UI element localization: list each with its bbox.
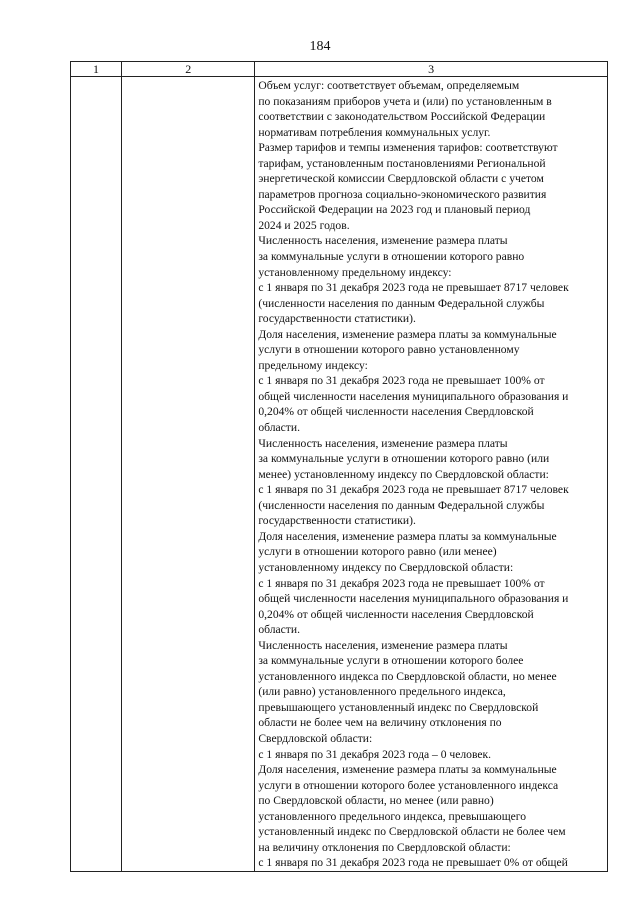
text-line: энергетической комиссии Свердловской области с учетом (258, 172, 544, 186)
text-line: менее) установленному индексу по Свердловской области: (258, 467, 549, 481)
text-line: параметров прогноза социально-экономического развития (258, 187, 547, 201)
text-line: соответствии с законодательством Российской Федерации (258, 110, 546, 124)
text-line: установленному предельному индексу: (258, 265, 452, 279)
text-line: по показаниям приборов учета и (или) по установленным в (258, 94, 552, 108)
text-line: услуги в отношении которого равно установленному (258, 343, 520, 357)
text-line: на величину отклонения по Свердловской области: (258, 840, 511, 854)
text-line: Объем услуг: соответствует объемам, определяемым (258, 79, 520, 92)
text-line: общей численности населения муниципального образования и (258, 592, 569, 606)
text-line: государственности статистики). (258, 514, 416, 528)
text-line: за коммунальные услуги в отношении которого равно (258, 250, 525, 264)
text-line: Свердловской области: (258, 731, 373, 745)
header-col-3: 3 (255, 62, 608, 77)
text-line: Доля населения, изменение размера платы за коммунальные (258, 763, 557, 777)
text-line: с 1 января по 31 декабря 2023 года не превышает 100% от (258, 576, 545, 590)
document-table (70, 61, 608, 872)
text-line: установленного индекса по Свердловской области, но менее (258, 669, 557, 683)
text-line: с 1 января по 31 декабря 2023 года не превышает 100% от (258, 374, 545, 388)
text-line: Численность населения, изменение размера платы (258, 436, 508, 450)
text-line: установленного предельного индекса, превышающего (258, 809, 527, 823)
text-line: с 1 января по 31 декабря 2023 года не превышает 8717 человек (258, 281, 569, 295)
text-line: за коммунальные услуги в отношении которого равно (или (258, 452, 550, 466)
text-line: с 1 января по 31 декабря 2023 года – 0 человек. (258, 747, 492, 761)
text-line: Численность населения, изменение размера платы (258, 638, 508, 652)
text-line: Доля населения, изменение размера платы за коммунальные (258, 529, 557, 543)
text-line: услуги в отношении которого равно (или менее) (258, 545, 497, 559)
text-line: превышающего установленный индекс по Свердловской (258, 700, 539, 714)
text-line: Численность населения, изменение размера платы (258, 234, 508, 248)
text-line: за коммунальные услуги в отношении которого более (258, 654, 524, 668)
table-row (71, 77, 608, 872)
header-col-1: 1 (71, 62, 122, 77)
text-line: с 1 января по 31 декабря 2023 года не превышает 0% от общей (258, 856, 568, 870)
text-line: Российской Федерации на 2023 год и плановый период (258, 203, 531, 217)
text-line: (или равно) установленного предельного индекса, (258, 685, 506, 699)
text-line: (численности населения по данным Федеральной службы (258, 498, 545, 512)
text-line: (численности населения по данным Федеральной службы (258, 296, 545, 310)
text-line: области не более чем на величину отклонения по (258, 716, 502, 730)
text-line: установленному индексу по Свердловской области: (258, 560, 514, 574)
text-line: по Свердловской области, но менее (или равно) (258, 794, 494, 808)
text-line: тарифам, установленным постановлениями Региональной (258, 156, 546, 170)
page-number: 184 (309, 39, 331, 54)
text-line: нормативам потребления коммунальных услуг. (258, 125, 491, 139)
cell-col-1 (71, 77, 122, 872)
text-line: 0,204% от общей численности населения Свердловской (258, 405, 534, 419)
text-line: с 1 января по 31 декабря 2023 года не превышает 8717 человек (258, 483, 569, 497)
text-line: установленный индекс по Свердловской области не более чем (258, 825, 566, 839)
text-line: Доля населения, изменение размера платы за коммунальные (258, 327, 557, 341)
text-line: Размер тарифов и темпы изменения тарифов: соответствуют (258, 141, 558, 155)
cell-col-3 (255, 77, 608, 872)
text-line: 2024 и 2025 годов. (258, 218, 350, 232)
header-col-2: 2 (122, 62, 255, 77)
text-line: услуги в отношении которого более установленного индекса (258, 778, 559, 792)
text-line: предельному индексу: (258, 358, 368, 372)
text-line: 0,204% от общей численности населения Свердловской (258, 607, 534, 621)
text-line: государственности статистики). (258, 312, 416, 326)
text-line: области. (258, 623, 300, 637)
cell-col-3-text (255, 77, 607, 871)
text-line: области. (258, 421, 300, 435)
cell-col-2 (122, 77, 255, 872)
text-line: общей численности населения муниципального образования и (258, 389, 569, 403)
table-header-row (71, 62, 608, 77)
